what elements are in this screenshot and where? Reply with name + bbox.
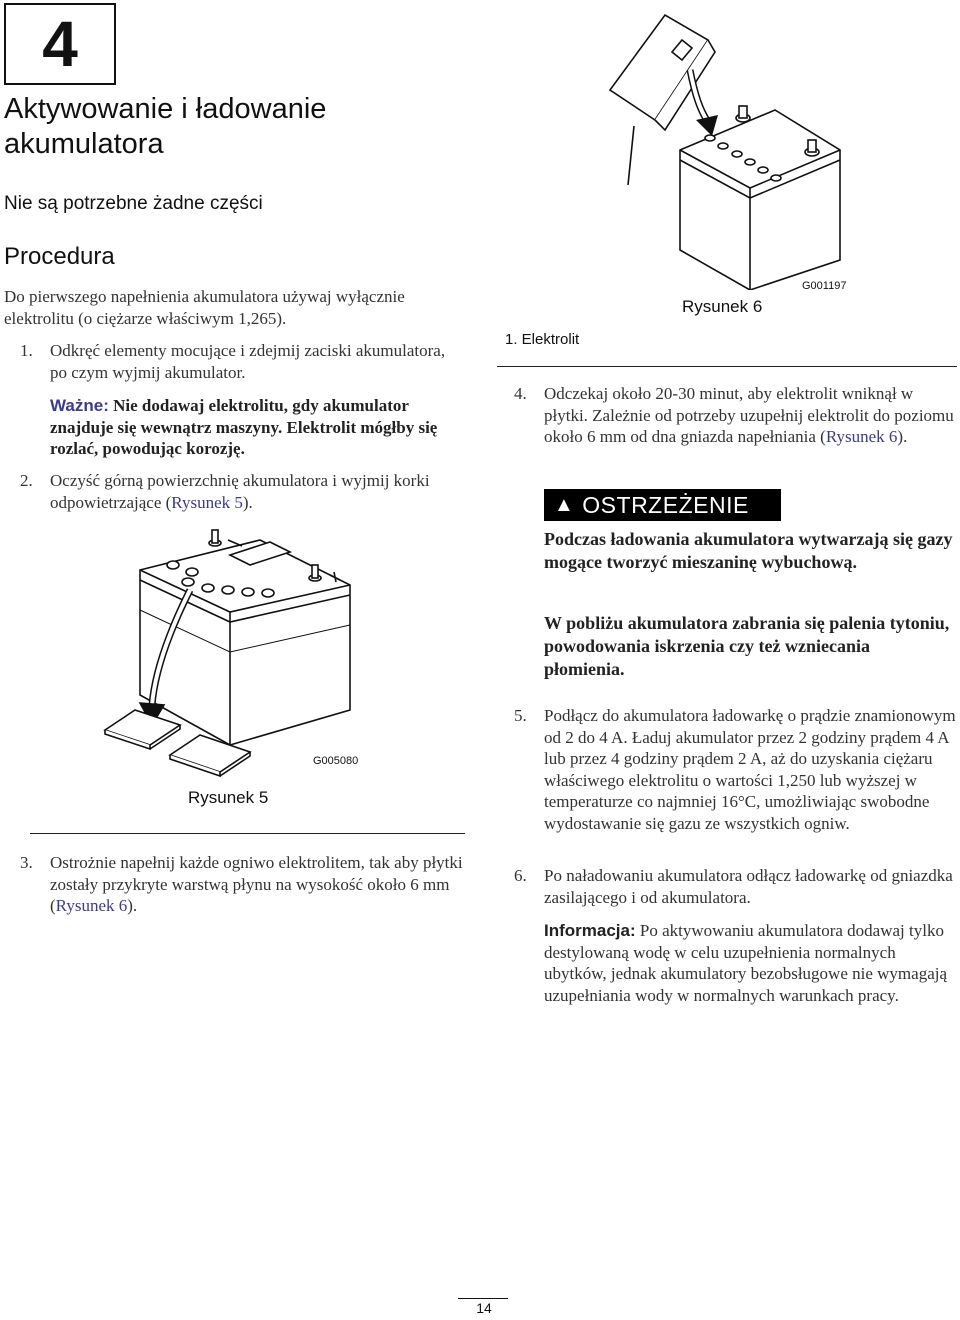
page-number-rule: [458, 1298, 508, 1299]
figure-5-illustration: [100, 520, 360, 790]
step-5: [514, 705, 959, 834]
step-2: [20, 470, 465, 513]
parts-note: Nie są potrzebne żadne części: [4, 193, 263, 214]
important-label: Ważne:: [50, 396, 109, 415]
step-2-text: Oczyść górną powierzchnię akumulatora i wyjmij korki odpowietrzające (: [50, 471, 430, 512]
important-note: [50, 395, 465, 460]
warning-icon: ▲: [554, 493, 575, 516]
step-4-number: 4.: [514, 384, 527, 403]
info-note: [544, 920, 956, 1006]
figure-5-divider: [30, 833, 465, 834]
step-6-text: Po naładowaniu akumulatora odłącz ładowarkę od gniazdka zasilającego i od akumulatora.: [544, 866, 953, 907]
step-number-box: [4, 3, 116, 85]
figure-6-caption: Rysunek 6: [682, 297, 763, 316]
figure-5-code: G005080: [313, 755, 359, 767]
step-6: [514, 865, 954, 908]
step-4-text: Odczekaj około 20-30 minut, aby elektrolit wniknął w płytki. Zależnie od potrzeby uzupełnij elektrolit do poziomu około 6 mm od dna gniazda napełniania (: [544, 384, 954, 446]
step-1-number: 1.: [20, 341, 33, 360]
warning-label: OSTRZEŻENIE: [582, 491, 749, 518]
page-title: Aktywowanie i ładowanie akumulatora: [4, 93, 327, 160]
info-text: Po aktywowaniu akumulatora dodawaj tylko destylowaną wodę w celu uzupełnienia normalnych ubytków, jednak akumulatory bezobsługowe nie wymagają uzupełniania wody w normalnych warunkach pracy.: [544, 921, 948, 1005]
figure-6-link-2[interactable]: Rysunek 6: [825, 427, 898, 446]
figure-6-link[interactable]: Rysunek 6: [55, 896, 128, 915]
info-label: Informacja:: [544, 921, 636, 940]
warning-banner: [544, 489, 781, 521]
step-4: [514, 383, 954, 448]
step-6-number: 6.: [514, 866, 527, 885]
step-5-number: 5.: [514, 706, 527, 725]
step-5-text: Podłącz do akumulatora ładowarkę o prądzie znamionowym od 2 do 4 A. Ładuj akumulator przez 2 godziny prądem 4 A lub przez 4 godziny prądem 2 A, aż do uzyskania ciężaru właściwego elektrolitu o wartości 1,250 lub wyższej w temperaturze co najmniej 16°C, umożliwiając swobodne wydostawanie się gazu ze wszystkich ogniw.: [544, 706, 956, 833]
step-3: [20, 852, 465, 917]
step-2-end: ).: [242, 492, 253, 512]
step-2-number: 2.: [20, 471, 33, 490]
figure-6-legend: 1. Elektrolit: [505, 331, 580, 348]
figure-6-illustration: [600, 10, 850, 290]
figure-6-divider: [497, 366, 957, 367]
figure-5-link[interactable]: Rysunek 5: [171, 492, 243, 512]
step-3-text: Ostrożnie napełnij każde ogniwo elektrolitem, tak aby płytki zostały przykryte warstwą płynu na wysokość około 6 mm (: [50, 853, 463, 915]
important-text: Nie dodawaj elektrolitu, gdy akumulator znajduje się wewnątrz maszyny. Elektrolit mógłby się rozlać, powodując korozję.: [50, 396, 438, 458]
figure-5-caption: Rysunek 5: [188, 788, 269, 807]
step-3-number: 3.: [20, 853, 33, 872]
page-number: 14: [476, 1300, 492, 1316]
warning-text-1: Podczas ładowania akumulatora wytwarzają się gazy mogące tworzyć mieszaninę wybuchową.: [544, 529, 953, 572]
step-4-end: ).: [897, 427, 908, 446]
step-1-text: Odkręć elementy mocujące i zdejmij zaciski akumulatora, po czym wyjmij akumulator.: [50, 341, 446, 382]
step-1: [20, 340, 460, 383]
procedure-heading: Procedura: [4, 243, 115, 270]
warning-text-2: W pobliżu akumulatora zabrania się palenia tytoniu, powodowania iskrzenia czy też wzniecania płomienia.: [544, 613, 950, 679]
intro-text: Do pierwszego napełnienia akumulatora używaj wyłącznie elektrolitu (o ciężarze właściwym 1,265).: [4, 287, 405, 328]
step-number: 4: [42, 8, 78, 80]
figure-6-code: G001197: [802, 280, 847, 292]
step-3-end: ).: [127, 896, 138, 915]
